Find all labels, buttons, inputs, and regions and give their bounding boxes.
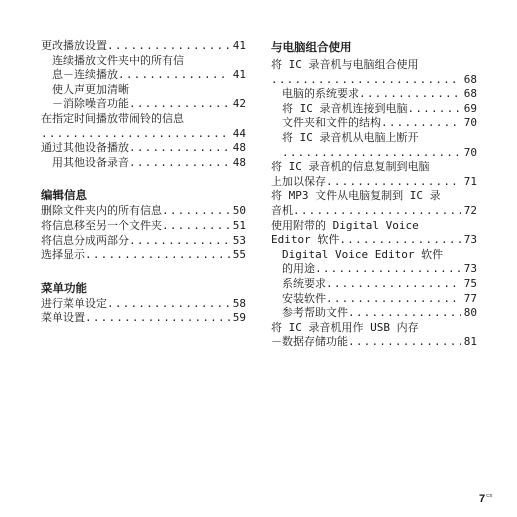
toc-entry[interactable]: [41, 97, 246, 112]
toc-page-number: 70: [463, 145, 477, 159]
toc-entry[interactable]: [271, 146, 477, 161]
leader-dots: [271, 73, 461, 88]
toc-entry[interactable]: [271, 204, 477, 219]
toc-page-number: 44: [232, 126, 246, 140]
toc-entry-title: [271, 321, 477, 336]
toc-page-number: 72: [463, 203, 477, 217]
toc-entry-text: 电脑的系统要求: [282, 87, 359, 101]
toc-entry-text: 更改播放设置: [41, 39, 107, 52]
toc-page-number: 50: [232, 204, 246, 218]
toc-entry-text: 通过其他设备播放: [41, 141, 129, 155]
page-number-value: 7: [479, 493, 486, 505]
toc-entry-title: [271, 160, 477, 175]
toc-entry-text: 将 MP3 文件从电脑复制到 IC 录: [271, 189, 441, 203]
toc-entry-title: [41, 112, 246, 127]
toc-entry[interactable]: [271, 73, 477, 88]
toc-page-number: 73: [463, 233, 477, 247]
toc-page-number: 70: [463, 116, 477, 130]
toc-entry-text: 将信息分成两部分: [41, 233, 129, 247]
toc-page-number: 68: [463, 87, 477, 101]
toc-entry-text: 菜单设置: [41, 311, 85, 325]
toc-entry[interactable]: [41, 204, 246, 219]
toc-page-number: 42: [232, 97, 246, 111]
toc-entry-text: Editor 软件: [271, 233, 340, 247]
section-heading: 与电脑组合使用: [271, 40, 352, 54]
toc-entry-continued: [41, 54, 246, 69]
toc-entry[interactable]: [41, 234, 246, 249]
toc-page-number: 71: [463, 174, 477, 188]
leader-dots: [381, 116, 461, 131]
toc-entry-text: 参考帮助文件: [282, 306, 348, 320]
toc-entry[interactable]: [41, 68, 246, 83]
toc-entry[interactable]: [41, 219, 246, 234]
toc-entry[interactable]: [271, 233, 477, 248]
leader-dots: [348, 335, 461, 350]
leader-dots: [326, 175, 461, 190]
leader-dots: [162, 219, 230, 234]
toc-entry-text: 上加以保存: [271, 174, 326, 188]
toc-page-number: 73: [463, 262, 477, 276]
toc-entry-text: 使用附带的 Digital Voice: [271, 218, 419, 232]
leader-dots: [129, 97, 230, 112]
toc-entry-text: 将 IC 录音机的信息复制到电脑: [271, 160, 430, 174]
toc-page-number: 48: [232, 141, 246, 155]
right-column: [271, 39, 477, 350]
toc-entry-text: 系统要求: [282, 276, 326, 290]
toc-entry[interactable]: [41, 311, 246, 326]
leader-dots: [107, 297, 230, 312]
toc-entry-text: 息－连续播放: [52, 68, 118, 82]
toc-entry-text: 在指定时间播放带闹铃的信息: [41, 111, 184, 125]
leader-dots: [326, 292, 461, 307]
leader-dots: [408, 102, 461, 117]
toc-entry-text: 使人声更加清晰: [52, 82, 129, 96]
toc-page-number: 69: [463, 101, 477, 115]
toc-entry[interactable]: [41, 297, 246, 312]
toc-entry[interactable]: [271, 87, 477, 102]
toc-entry-continued: [271, 131, 477, 146]
toc-entry[interactable]: [41, 248, 246, 263]
toc-entry-text: 连续播放文件夹中的所有信: [52, 53, 184, 67]
leader-dots: [129, 156, 230, 171]
toc-entry-text: 删除文件夹内的所有信息: [41, 204, 162, 218]
leader-dots: [339, 233, 460, 248]
leader-dots: [348, 306, 461, 321]
toc-entry[interactable]: [41, 141, 246, 156]
leader-dots: [326, 277, 461, 292]
toc-entry-continued: [41, 83, 246, 98]
page-number: [479, 493, 492, 505]
leader-dots: [107, 39, 230, 54]
leader-dots: [359, 87, 461, 102]
toc-entry-text: 进行菜单设定: [41, 296, 107, 310]
leader-dots: [85, 248, 230, 263]
leader-dots: [129, 234, 230, 249]
toc-entry[interactable]: [271, 292, 477, 307]
toc-entry-text: 的用途: [282, 262, 315, 276]
toc-entry[interactable]: [271, 116, 477, 131]
toc-entry-text: 安装软件: [282, 291, 326, 305]
toc-page-number: 48: [232, 155, 246, 169]
language-code: CS: [486, 493, 493, 498]
toc-entry-text: 选择显示: [41, 248, 85, 262]
toc-page-number: 51: [232, 218, 246, 232]
toc-entry-text: 将 IC 录音机用作 USB 内存: [271, 320, 419, 334]
toc-page-number: 55: [232, 248, 246, 262]
toc-entry-text: 用其他设备录音: [52, 155, 129, 169]
toc-entry-text: 将信息移至另一个文件夹: [41, 218, 162, 232]
toc-entry-text: 将 IC 录音机连接到电脑: [282, 101, 408, 115]
leader-dots: [41, 127, 230, 142]
leader-dots: [282, 146, 461, 161]
toc-page-number: 59: [232, 311, 246, 325]
toc-entry[interactable]: [271, 102, 477, 117]
toc-entry[interactable]: [41, 156, 246, 171]
toc-entry-text: 将 IC 录音机从电脑上断开: [282, 130, 419, 144]
toc-entry[interactable]: [271, 306, 477, 321]
toc-page-number: 75: [463, 276, 477, 290]
toc-entry-text: 文件夹和文件的结构: [282, 116, 381, 130]
leader-dots: [162, 204, 230, 219]
toc-entry[interactable]: [271, 175, 477, 190]
toc-entry-text: Digital Voice Editor 软件: [282, 247, 444, 261]
toc-page-number: 41: [232, 68, 246, 82]
toc-page-number: 80: [463, 306, 477, 320]
left-column: [41, 39, 246, 326]
toc-entry[interactable]: [271, 277, 477, 292]
toc-page-number: 81: [463, 335, 477, 349]
toc-entry-title: [271, 58, 477, 73]
leader-dots: [85, 311, 230, 326]
toc-page-number: 68: [463, 72, 477, 86]
toc-entry[interactable]: [271, 335, 477, 350]
leader-dots: [293, 204, 461, 219]
toc-entry-title: [271, 189, 477, 204]
toc-page-number: 77: [463, 291, 477, 305]
section-heading: 菜单功能: [41, 280, 87, 295]
toc-entry-text: 音机: [271, 203, 293, 217]
leader-dots: [129, 141, 230, 156]
toc-entry-text: 将 IC 录音机与电脑组合使用: [271, 58, 419, 71]
toc-page-number: 41: [232, 39, 246, 52]
leader-dots: [315, 262, 461, 277]
toc-entry-title: [271, 219, 477, 234]
toc-page-number: 58: [232, 296, 246, 310]
toc-entry[interactable]: [41, 127, 246, 142]
toc-page-number: 53: [232, 233, 246, 247]
toc-entry-text: －数据存储功能: [271, 335, 348, 349]
leader-dots: [118, 68, 230, 83]
toc-entry[interactable]: [271, 262, 477, 277]
toc-entry-text: －消除噪音功能: [52, 97, 129, 111]
toc-entry[interactable]: [41, 39, 246, 54]
toc-entry-continued: [271, 248, 477, 263]
section-heading: 编辑信息: [41, 188, 87, 203]
